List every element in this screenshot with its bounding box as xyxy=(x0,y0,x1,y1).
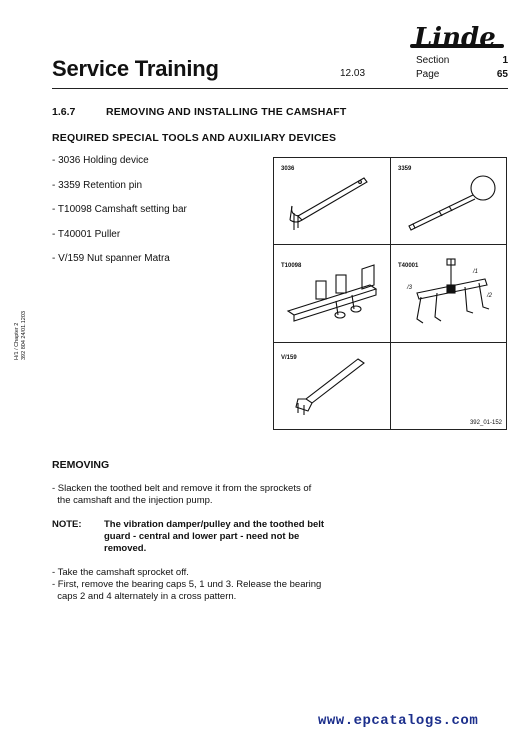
step-text: - Slacken the toothed belt and remove it from the sprockets of xyxy=(52,483,312,494)
section-value: 1 xyxy=(502,55,508,66)
figure-label: T40001 xyxy=(398,263,419,269)
page-number: 65 xyxy=(496,69,508,80)
svg-text:Linde: Linde xyxy=(414,23,496,53)
margin-note-line: H/1 / Chapter 2 xyxy=(14,322,20,360)
figure-cell-v159 xyxy=(274,343,390,429)
list-item: - V/159 Nut spanner Matra xyxy=(52,253,170,264)
page-label: Page xyxy=(416,69,440,80)
removing-heading: REMOVING xyxy=(52,459,110,471)
required-tools-heading: REQUIRED SPECIAL TOOLS AND AUXILIARY DEVICES xyxy=(52,132,337,144)
holding-device-drawing xyxy=(274,158,390,244)
figure-code: 392_01-152 xyxy=(469,420,502,426)
figure-label: T10098 xyxy=(281,263,302,269)
page-title: Service Training xyxy=(52,56,219,81)
watermark-link[interactable]: www.epcatalogs.com xyxy=(318,713,479,729)
tools-figure xyxy=(273,157,507,430)
list-item: - T10098 Camshaft setting bar xyxy=(52,204,187,215)
figure-label: 3359 xyxy=(398,166,412,172)
setting-bar-drawing xyxy=(274,245,390,342)
figure-label: 3036 xyxy=(281,166,295,172)
figure-label: V/159 xyxy=(281,355,297,361)
note-text: The vibration damper/pulley and the toothed belt guard - central and lower part - need not be removed. xyxy=(104,519,325,554)
note-label: NOTE: xyxy=(52,519,82,530)
header-rule xyxy=(52,88,508,89)
puller-drawing xyxy=(391,245,508,342)
section-title: REMOVING AND INSTALLING THE CAMSHAFT xyxy=(106,106,347,118)
figure-cell-t40001 xyxy=(391,245,508,342)
section-number: 1.6.7 xyxy=(52,106,76,118)
figure-cell-3036 xyxy=(274,158,390,244)
margin-note-line: 392 804 24/01.1203 xyxy=(21,311,27,360)
section-label: Section xyxy=(416,55,450,66)
margin-note xyxy=(14,311,28,360)
issue-date: 12.03 xyxy=(340,68,366,79)
step-text: - First, remove the bearing caps 5, 1 und 3. Release the bearing xyxy=(52,579,322,590)
callout-label: /1 xyxy=(473,269,479,275)
step-text: caps 2 and 4 alternately in a cross pattern. xyxy=(52,591,237,602)
nut-spanner-drawing xyxy=(274,343,390,429)
callout-label: /3 xyxy=(407,285,413,291)
tool-list xyxy=(52,155,187,278)
linde-logo xyxy=(408,22,508,54)
list-item: - 3359 Retention pin xyxy=(52,179,143,191)
step-text: - Take the camshaft sprocket off. xyxy=(52,567,189,578)
list-item: - 3036 Holding device xyxy=(52,155,149,166)
callout-label: /2 xyxy=(487,293,493,299)
figure-cell-t10098 xyxy=(274,245,390,342)
step-text: the camshaft and the injection pump. xyxy=(52,495,213,506)
list-item: - T40001 Puller xyxy=(52,228,121,240)
figure-cell-3359 xyxy=(391,158,508,244)
retention-pin-drawing xyxy=(391,158,508,244)
